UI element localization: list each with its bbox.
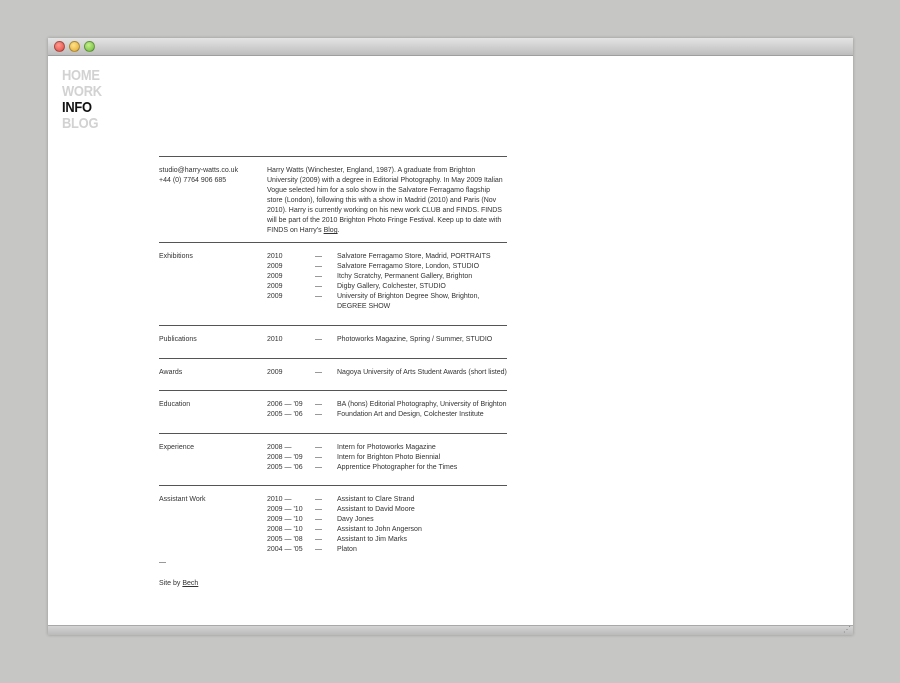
nav-home[interactable]: HOME <box>62 67 100 84</box>
item-year: 2005 — '06 <box>267 464 303 471</box>
nav-blog[interactable]: BLOG <box>62 115 99 132</box>
item-dash: — <box>315 454 322 461</box>
item-dash: — <box>315 506 322 513</box>
item-description: Davy Jones <box>337 516 374 523</box>
contact-phone: +44 (0) 7764 906 685 <box>159 177 227 184</box>
nav-info[interactable]: INFO <box>62 99 92 116</box>
list-item <box>267 453 507 463</box>
experience-list <box>267 443 507 473</box>
section-label: Assistant Work <box>159 496 206 503</box>
item-description: Salvatore Ferragamo Store, London, STUDIO <box>337 263 480 270</box>
page-content <box>48 56 853 625</box>
publications-section <box>159 325 507 358</box>
exhibitions-section <box>159 242 507 325</box>
credit-prefix: Site by <box>159 580 183 587</box>
bio-end: . <box>337 227 340 234</box>
item-year: 2009 <box>267 263 283 270</box>
item-dash: — <box>315 336 322 343</box>
item-year: 2009 <box>267 369 283 376</box>
item-description: Assistant to Jim Marks <box>337 536 408 543</box>
item-year: 2008 — '10 <box>267 526 303 533</box>
item-dash: — <box>315 369 322 376</box>
item-year: 2009 <box>267 293 283 300</box>
list-item <box>267 495 507 505</box>
item-description: Salvatore Ferragamo Store, Madrid, PORTRAITS <box>337 253 491 260</box>
list-item <box>267 463 507 473</box>
blog-link[interactable]: Blog <box>323 227 338 234</box>
list-item <box>267 515 507 525</box>
list-item <box>267 368 507 378</box>
item-year: 2005 — '08 <box>267 536 303 543</box>
item-year: 2008 — <box>267 444 292 451</box>
item-description: Platon <box>337 546 357 553</box>
item-dash: — <box>315 283 322 290</box>
contact-email[interactable]: studio@harry-watts.co.uk <box>159 167 239 174</box>
section-label: Experience <box>159 444 195 451</box>
nav-work[interactable]: WORK <box>62 83 102 100</box>
item-description: BA (hons) Editorial Photography, University of Brighton <box>337 401 507 408</box>
experience-section <box>159 433 507 485</box>
section-label: Awards <box>159 369 183 376</box>
item-year: 2009 — '10 <box>267 506 303 513</box>
section-label: Education <box>159 401 191 408</box>
window-statusbar <box>48 625 853 635</box>
zoom-icon[interactable] <box>84 41 95 52</box>
item-year: 2004 — '05 <box>267 546 303 553</box>
resize-grip-icon[interactable]: ⋰ <box>843 625 851 634</box>
list-item <box>267 505 507 515</box>
assistant-work-section <box>159 485 507 555</box>
item-year: 2010 — <box>267 496 292 503</box>
item-dash: — <box>315 496 322 503</box>
item-year: 2009 <box>267 273 283 280</box>
end-dash: — <box>159 559 166 566</box>
item-description: Assistant to John Angerson <box>337 526 422 533</box>
section-label: Publications <box>159 336 197 343</box>
main-nav <box>62 68 108 132</box>
credit-link[interactable]: Bech <box>182 580 199 587</box>
item-dash: — <box>315 411 322 418</box>
contact-section <box>159 156 507 242</box>
item-description: Assistant to Clare Strand <box>337 496 415 503</box>
item-description: Itchy Scratchy, Permanent Gallery, Brighton <box>337 273 473 280</box>
item-description: Digby Gallery, Colchester, STUDIO <box>337 283 446 290</box>
item-description: Foundation Art and Design, Colchester Institute <box>337 411 484 418</box>
list-item <box>267 272 507 282</box>
biography <box>267 166 507 236</box>
window-titlebar[interactable] <box>48 38 853 56</box>
browser-window <box>48 38 853 635</box>
list-item <box>267 535 507 545</box>
item-dash: — <box>315 273 322 280</box>
list-item <box>267 335 507 345</box>
item-dash: — <box>315 293 322 300</box>
bio-text: Harry Watts (Winchester, England, 1987). A graduate from Brighton University (2009) with a degree in Editorial Photography. In May 2009 Italian Vogue selected him for a solo show in the Salvatore Ferragamo flagship store (London), following this with a show in Madrid (2010) and Paris (Nov 2010). Harry is currently working on his new work CLUB and FINDS. FINDS will be part of the 2010 Brighton Photo Fringe Festival. Keep up to date with FINDS on Harry's <box>267 167 503 234</box>
item-description: Apprentice Photographer for the Times <box>337 464 458 471</box>
item-dash: — <box>315 546 322 553</box>
list-item <box>267 443 507 453</box>
list-item <box>267 410 507 420</box>
item-description: Nagoya University of Arts Student Awards (short listed) <box>337 369 507 376</box>
section-label: Exhibitions <box>159 253 193 260</box>
info-content <box>159 156 507 589</box>
education-list <box>267 400 507 420</box>
item-year: 2010 <box>267 253 283 260</box>
item-year: 2009 <box>267 283 283 290</box>
item-dash: — <box>315 464 322 471</box>
item-description: Assistant to David Moore <box>337 506 415 513</box>
minimize-icon[interactable] <box>69 41 80 52</box>
list-item <box>267 282 507 292</box>
awards-section <box>159 358 507 390</box>
list-item <box>267 545 507 555</box>
list-item <box>267 262 507 272</box>
contact-details <box>159 166 264 186</box>
site-credit <box>159 579 507 589</box>
item-description: Photoworks Magazine, Spring / Summer, STUDIO <box>337 336 493 343</box>
education-section <box>159 390 507 433</box>
item-dash: — <box>315 401 322 408</box>
list-item <box>267 252 507 262</box>
item-year: 2009 — '10 <box>267 516 303 523</box>
item-year: 2008 — '09 <box>267 454 303 461</box>
item-dash: — <box>315 526 322 533</box>
assistant-work-list <box>267 495 507 555</box>
item-dash: — <box>315 263 322 270</box>
list-item <box>267 292 507 312</box>
item-dash: — <box>315 444 322 451</box>
close-icon[interactable] <box>54 41 65 52</box>
exhibitions-list <box>267 252 507 312</box>
item-description: Intern for Photoworks Magazine <box>337 444 436 451</box>
item-year: 2006 — '09 <box>267 401 303 408</box>
item-year: 2005 — '06 <box>267 411 303 418</box>
awards-list <box>267 368 507 378</box>
item-dash: — <box>315 516 322 523</box>
item-dash: — <box>315 253 322 260</box>
publications-list <box>267 335 507 345</box>
list-item <box>267 525 507 535</box>
item-description: University of Brighton Degree Show, Brighton, DEGREE SHOW <box>337 293 480 310</box>
item-year: 2010 <box>267 336 283 343</box>
list-item <box>267 400 507 410</box>
item-description: Intern for Brighton Photo Biennial <box>337 454 441 461</box>
item-dash: — <box>315 536 322 543</box>
